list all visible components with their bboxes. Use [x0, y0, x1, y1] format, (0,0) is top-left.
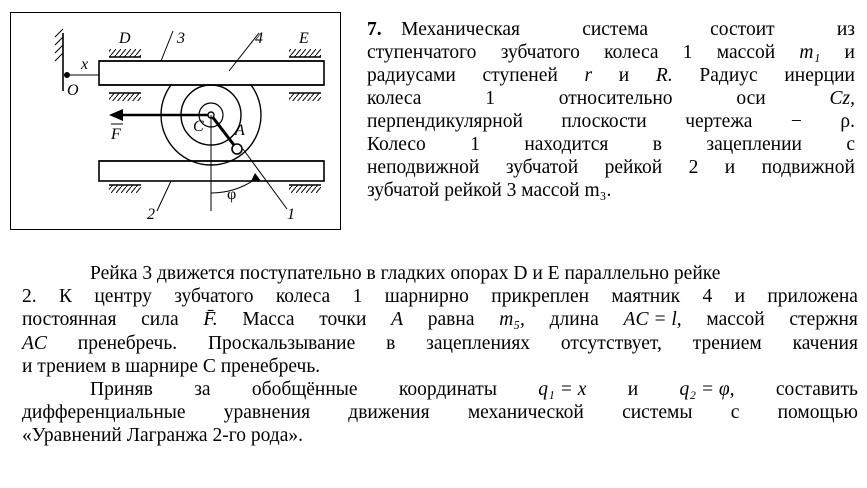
label-D: D	[119, 30, 131, 47]
label-1: 1	[287, 206, 295, 223]
right-line-4: колеса 1 относительно оси Cz,	[367, 88, 855, 109]
label-x: x	[81, 56, 89, 73]
right-line-8: зубчатой рейкой 3 массой m₃.	[367, 180, 612, 201]
right-line-2: ступенчатого зубчатого колеса 1 массой m₁ и	[367, 42, 855, 63]
bottom-line-2: 2. К центру зубчатого колеса 1 шарнирно прикреплен маятник 4 и приложена	[22, 286, 858, 308]
left-wall	[55, 29, 63, 91]
problem-number: 7.	[367, 19, 382, 40]
right-line-1: 7. Механическая система состоит из	[367, 19, 855, 40]
label-3: 3	[177, 30, 185, 47]
mechanism-diagram	[11, 13, 342, 231]
bottom-line-6: Приняв за обобщённые координаты q₁ = x и q₂ = φ, составить	[90, 378, 858, 400]
bottom-line-3: постоянная сила F̄. Масса точки A равна m₅, длина AC = l, массой стержня	[22, 309, 858, 331]
rack-2-supports	[109, 185, 321, 193]
mechanism-figure	[10, 12, 341, 230]
bottom-line-1: Рейка 3 движется поступательно в гладких опорах D и E параллельно рейке	[90, 263, 721, 284]
bottom-line-8: «Уравнений Лагранжа 2-го рода».	[22, 425, 303, 447]
right-line-5: перпендикулярной плоскости чертежа − ρ.	[367, 111, 855, 132]
problem-text-bottom	[22, 262, 858, 448]
label-4: 4	[255, 30, 263, 47]
label-2: 2	[147, 206, 155, 223]
problem-text-right	[367, 18, 855, 202]
label-E: E	[299, 30, 309, 47]
bottom-line-4: AC пренебречь. Проскальзывание в зацеплениях отсутствует, трением качения	[22, 332, 858, 354]
label-C: C	[193, 118, 204, 135]
right-line-7: неподвижной зубчатой рейкой 2 и подвижной	[367, 157, 855, 178]
bottom-line-5: и трением в шарнире C пренебречь.	[22, 355, 321, 377]
bottom-line-7: дифференциальные уравнения движения механической системы с помощью	[22, 402, 858, 424]
right-line-3: радиусами ступеней r и R. Радиус инерции	[367, 65, 855, 86]
label-F: F	[111, 126, 121, 143]
label-A: A	[235, 122, 245, 139]
right-line-6: Колесо 1 находится в зацеплении с	[367, 134, 855, 155]
label-phi: φ	[227, 186, 237, 203]
label-O: O	[67, 82, 79, 99]
